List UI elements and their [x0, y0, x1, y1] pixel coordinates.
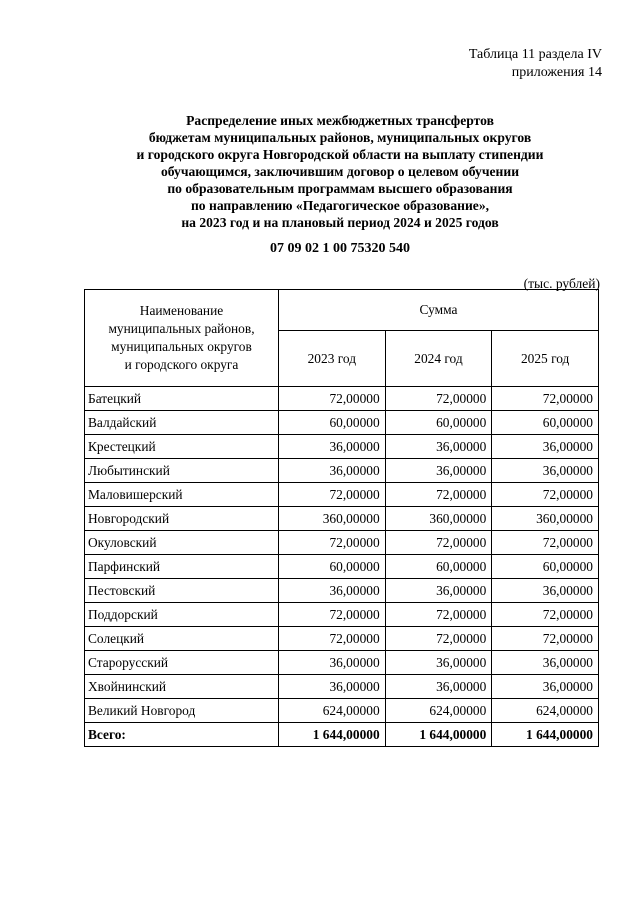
value-2023: 72,00000: [279, 483, 386, 507]
year-header-2023: 2023 год: [279, 331, 386, 387]
value-2025: 60,00000: [492, 555, 599, 579]
table-row: [85, 579, 599, 603]
reference-line-2: приложения 14: [511, 65, 602, 80]
title-line: Распределение иных межбюджетных трансфертов: [186, 113, 494, 128]
value-2024: 36,00000: [385, 435, 492, 459]
value-2023: 72,00000: [279, 627, 386, 651]
value-2024: 36,00000: [385, 459, 492, 483]
name-header-line: муниципальных округов: [111, 339, 252, 354]
district-name: Крестецкий: [85, 435, 279, 459]
total-2023: 1 644,00000: [279, 723, 386, 747]
value-2025: 36,00000: [492, 459, 599, 483]
value-2024: 36,00000: [385, 675, 492, 699]
total-2025: 1 644,00000: [492, 723, 599, 747]
value-2023: 60,00000: [279, 555, 386, 579]
district-name: Любытинский: [85, 459, 279, 483]
value-2024: 72,00000: [385, 387, 492, 411]
value-2024: 60,00000: [385, 555, 492, 579]
value-2025: 72,00000: [492, 627, 599, 651]
value-2025: 72,00000: [492, 387, 599, 411]
value-2025: 60,00000: [492, 411, 599, 435]
title-line: по направлению «Педагогическое образование»,: [190, 198, 490, 213]
units-label: (тыс. рублей): [523, 276, 600, 291]
district-name: Батецкий: [85, 387, 279, 411]
value-2023: 72,00000: [279, 603, 386, 627]
table-row: [85, 387, 599, 411]
name-header-line: и городского округа: [124, 357, 239, 372]
value-2024: 72,00000: [385, 603, 492, 627]
value-2024: 72,00000: [385, 531, 492, 555]
name-header-line: муниципальных районов,: [108, 321, 255, 336]
value-2025: 36,00000: [492, 579, 599, 603]
title-line: по образовательным программам высшего образования: [167, 181, 513, 196]
table-row: [85, 531, 599, 555]
table-row: [85, 555, 599, 579]
district-name: Новгородский: [85, 507, 279, 531]
value-2024: 624,00000: [385, 699, 492, 723]
name-column-header: [85, 290, 279, 387]
district-name: Солецкий: [85, 627, 279, 651]
district-name: Старорусский: [85, 651, 279, 675]
table-body: [85, 387, 599, 747]
district-name: Маловишерский: [85, 483, 279, 507]
table-row: [85, 675, 599, 699]
header-row: [85, 290, 599, 331]
sum-header: Сумма: [279, 290, 599, 331]
value-2023: 36,00000: [279, 435, 386, 459]
value-2023: 36,00000: [279, 579, 386, 603]
value-2023: 360,00000: [279, 507, 386, 531]
district-name: Пестовский: [85, 579, 279, 603]
table-row: [85, 435, 599, 459]
total-2024: 1 644,00000: [385, 723, 492, 747]
value-2025: 72,00000: [492, 531, 599, 555]
title-line: бюджетам муниципальных районов, муниципальных округов: [148, 130, 532, 145]
district-name: Великий Новгород: [85, 699, 279, 723]
table-row: [85, 507, 599, 531]
total-label: Всего:: [85, 723, 279, 747]
total-row: [85, 723, 599, 747]
table-reference: [469, 46, 602, 82]
reference-line-1: Таблица 11 раздела IV: [468, 47, 602, 62]
budget-code: 07 09 02 1 00 75320 540: [270, 241, 410, 256]
value-2023: 72,00000: [279, 387, 386, 411]
value-2023: 36,00000: [279, 675, 386, 699]
district-name: Окуловский: [85, 531, 279, 555]
table-row: [85, 459, 599, 483]
value-2025: 360,00000: [492, 507, 599, 531]
transfers-table: [84, 289, 599, 747]
table-row: [85, 603, 599, 627]
title-line: обучающимся, заключившим договор о целевом обучении: [160, 164, 520, 179]
name-header-line: Наименование: [139, 303, 224, 318]
value-2023: 624,00000: [279, 699, 386, 723]
value-2023: 72,00000: [279, 531, 386, 555]
value-2025: 36,00000: [492, 435, 599, 459]
value-2025: 36,00000: [492, 675, 599, 699]
value-2023: 60,00000: [279, 411, 386, 435]
district-name: Поддорский: [85, 603, 279, 627]
value-2023: 36,00000: [279, 459, 386, 483]
value-2024: 72,00000: [385, 483, 492, 507]
year-header-2024: 2024 год: [385, 331, 492, 387]
value-2024: 72,00000: [385, 627, 492, 651]
value-2024: 36,00000: [385, 579, 492, 603]
district-name: Валдайский: [85, 411, 279, 435]
year-header-2025: 2025 год: [492, 331, 599, 387]
table-row: [85, 627, 599, 651]
district-name: Хвойнинский: [85, 675, 279, 699]
value-2025: 624,00000: [492, 699, 599, 723]
title-line: на 2023 год и на плановый период 2024 и 2025 годов: [181, 215, 499, 230]
title-line: и городского округа Новгородской области на выплату стипендии: [136, 147, 544, 162]
value-2024: 36,00000: [385, 651, 492, 675]
table-row: [85, 699, 599, 723]
value-2025: 36,00000: [492, 651, 599, 675]
value-2023: 36,00000: [279, 651, 386, 675]
document-title: [60, 112, 620, 231]
value-2024: 60,00000: [385, 411, 492, 435]
value-2025: 72,00000: [492, 603, 599, 627]
value-2024: 360,00000: [385, 507, 492, 531]
table-row: [85, 483, 599, 507]
table-row: [85, 651, 599, 675]
value-2025: 72,00000: [492, 483, 599, 507]
table-row: [85, 411, 599, 435]
district-name: Парфинский: [85, 555, 279, 579]
